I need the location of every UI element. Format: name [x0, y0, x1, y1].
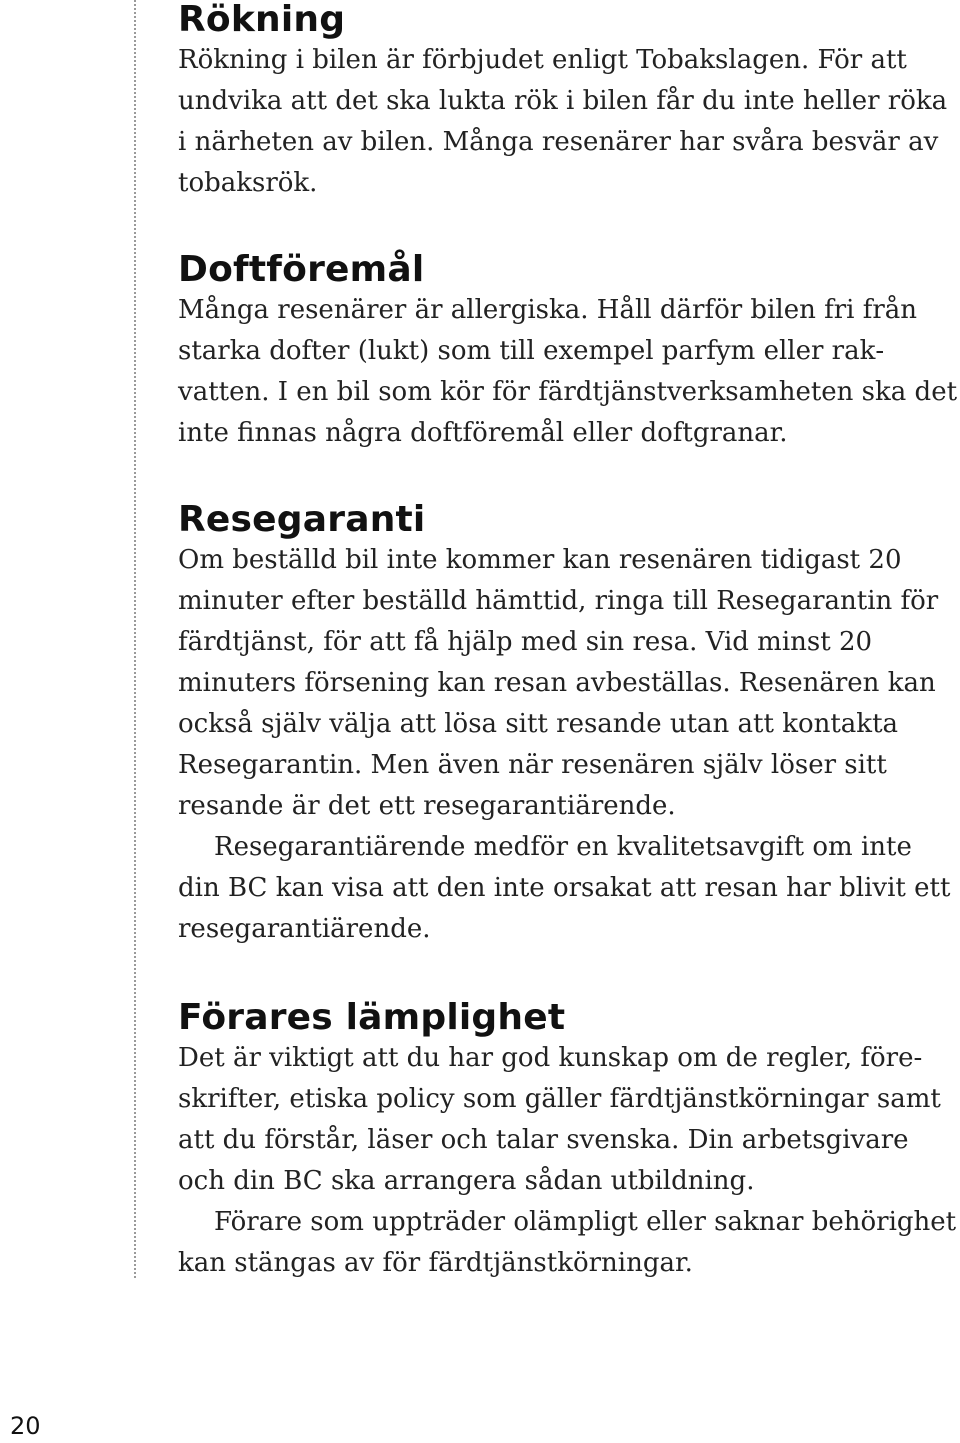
section-rokning: [178, 0, 958, 204]
margin-rule: [134, 0, 136, 1278]
heading-forares-lamplighet: Förares lämplighet: [178, 997, 566, 1038]
paragraph-resegaranti-1: Om beställd bil inte kommer kan resenären tidigast 20 minuter efter beställd hämttid, ringa till Resegarantin för färdtjänst, för att få hjälp med sin resa. Vid minst 20 minuters försening kan resan avbeställas. Resenären kan också själv välja att lösa sitt resande utan att kontakta Resegarantin. Men även när resenären själv löser sitt resande är det ett resegarantiärende.: [178, 545, 939, 821]
section-resegaranti: [178, 500, 958, 950]
paragraph-forares-lamplighet-2: Förare som uppträder olämpligt eller saknar behörighet kan stängas av för färdtjänstkörningar.: [178, 1207, 957, 1278]
paragraph-forares-lamplighet-1: Det är viktigt att du har god kunskap om de regler, föreskrifter, etiska policy som gäller färdtjänstkörningar samt att du förstår, läser och talar svenska. Din arbetsgivare och din BC ska arrangera sådan utbildning.: [178, 1043, 941, 1196]
section-forares-lamplighet: [178, 998, 958, 1284]
heading-rokning: Rökning: [178, 0, 346, 40]
paragraph-resegaranti-2: Resegarantiärende medför en kvalitetsavgift om inte din BC kan visa att den inte orsakat att resan har blivit ett resegarantiärende.: [178, 832, 951, 944]
paragraph-rokning: Rökning i bilen är förbjudet enligt Tobakslagen. För att undvika att det ska lukta rök i bilen får du inte heller röka i närheten av bilen. Många resenärer har svåra besvär av tobaksrök.: [178, 45, 948, 198]
page-number: 20: [10, 1412, 41, 1440]
heading-doftforemal: Doftföremål: [178, 249, 425, 290]
paragraph-doftforemal: Många resenärer är allergiska. Håll därför bilen fri från starka dofter (lukt) som till exempel parfym eller rakvatten. I en bil som kör för färdtjänstverksamheten ska det inte finnas några doftföremål eller doftgranar.: [178, 295, 958, 448]
heading-resegaranti: Resegaranti: [178, 499, 426, 540]
section-doftforemal: [178, 250, 958, 454]
